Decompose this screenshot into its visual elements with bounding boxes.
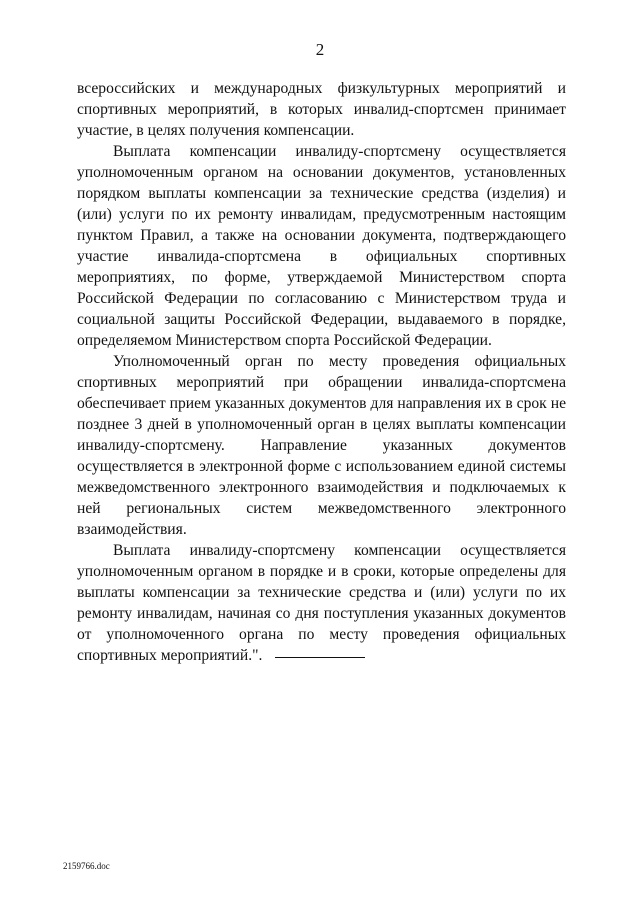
paragraph-payment-terms: Выплата инвалиду-спортсмену компенсации осуществляется уполномоченным органом в порядке и в сроки, которые определены для выплаты компенсации за технические средства и (или) услуги по их ремонту инвалидам, начиная со дня поступления указанных документов от уполномоченного органа по месту проведения официальных спортивных мероприятий.". xyxy=(77,542,566,664)
document-body xyxy=(77,78,566,666)
file-name-footer: 2159766.doc xyxy=(63,861,110,871)
closing-divider xyxy=(275,657,365,658)
paragraph-authorized-body: Уполномоченный орган по месту проведения официальных спортивных мероприятий при обращении инвалида-спортсмена обеспечивает прием указанных документов для направления их в срок не позднее 3 дней в уполномоченный орган в целях выплаты компенсации инвалиду-спортсмену. Направление указанных документов осуществляется в электронной форме с использованием единой системы межведомственного электронного взаимодействия и подключаемых к ней региональных систем межведомственного электронного взаимодействия. xyxy=(77,353,566,538)
page-number: 2 xyxy=(315,40,325,59)
paragraph-payment-basis: Выплата компенсации инвалиду-спортсмену осуществляется уполномоченным органом на основании документов, установленных порядком выплаты компенсации за технические средства (изделия) и (или) услуги по их ремонту инвалидам, предусмотренным настоящим пунктом Правил, а также на основании документа, подтверждающего участие инвалида-спортсмена в официальных спортивных мероприятиях, по форме, утверждаемой Министерством спорта Российской Федерации по согласованию с Министерством труда и социальной защиты Российской Федерации, выдаваемого в порядке, определяемом Министерством спорта Российской Федерации. xyxy=(77,143,566,349)
paragraph-continuation: всероссийских и международных физкультурных мероприятий и спортивных мероприятий, в которых инвалид-спортсмен принимает участие, в целях получения компенсации. xyxy=(77,80,566,139)
